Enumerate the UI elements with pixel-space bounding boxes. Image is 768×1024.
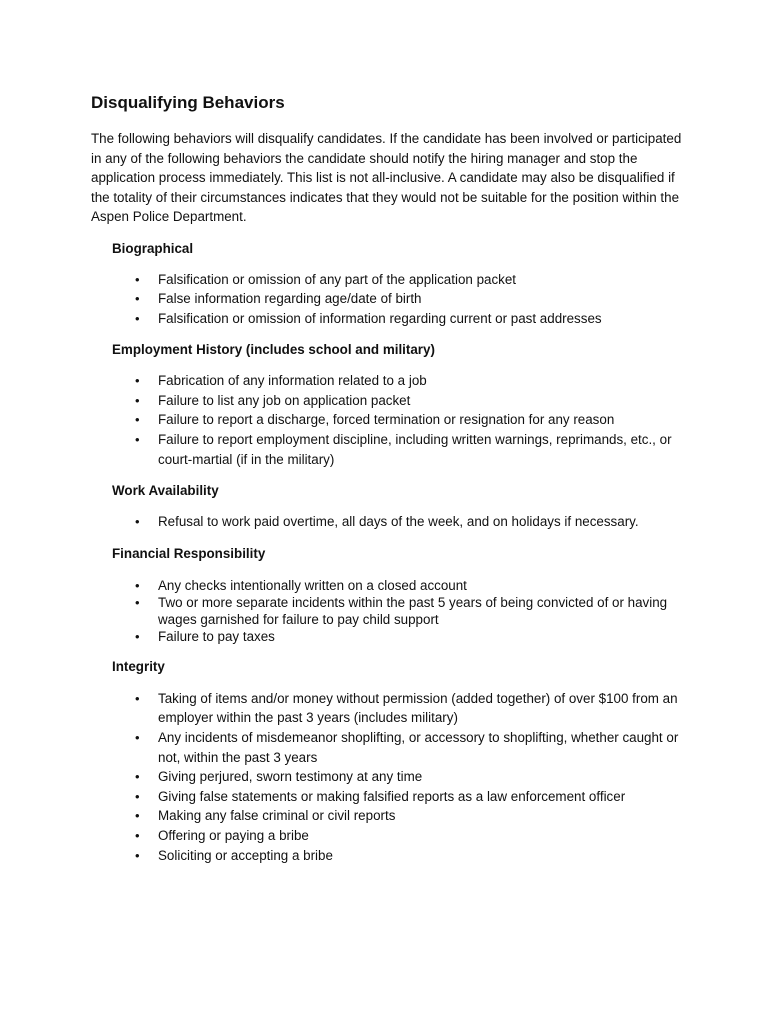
- list-item: • Fabrication of any information related to a job: [133, 371, 688, 391]
- document-title: Disqualifying Behaviors: [91, 93, 285, 112]
- section-employment-history: [112, 341, 688, 469]
- list-item: • Making any false criminal or civil reports: [133, 806, 688, 826]
- item-list: [112, 270, 688, 329]
- item-list: [112, 689, 688, 865]
- list-item: • Any incidents of misdemeanor shoplifting, or accessory to shoplifting, whether caught or not, within the past 3 years: [133, 728, 688, 767]
- section-title: Employment History (includes school and military): [112, 342, 435, 358]
- item-list: [112, 577, 688, 645]
- list-item: • Failure to report a discharge, forced termination or resignation for any reason: [133, 410, 688, 430]
- list-item: • Any checks intentionally written on a closed account: [133, 577, 688, 594]
- section-integrity: [112, 658, 688, 865]
- list-item: • Two or more separate incidents within the past 5 years of being convicted of or having wages garnished for failure to pay child support: [133, 594, 688, 628]
- section-title: Financial Responsibility: [112, 545, 266, 561]
- list-item: • Taking of items and/or money without permission (added together) of over $100 from an employer within the past 3 years (includes military): [133, 689, 688, 728]
- list-item: • Failure to list any job on application packet: [133, 391, 688, 411]
- list-item: • Soliciting or accepting a bribe: [133, 846, 688, 866]
- section-biographical: [112, 240, 688, 329]
- section-financial-responsibility: [112, 545, 688, 645]
- list-item: • Refusal to work paid overtime, all days of the week, and on holidays if necessary.: [133, 512, 688, 532]
- section-work-availability: [112, 482, 688, 532]
- list-item: • Falsification or omission of information regarding current or past addresses: [133, 309, 688, 329]
- list-item: • False information regarding age/date of birth: [133, 289, 688, 309]
- list-item: • Failure to report employment discipline, including written warnings, reprimands, etc., or court-martial (if in the military): [133, 430, 688, 469]
- section-title: Biographical: [112, 240, 194, 256]
- section-title: Integrity: [112, 658, 165, 674]
- list-item: • Failure to pay taxes: [133, 628, 688, 645]
- list-item: • Giving false statements or making falsified reports as a law enforcement officer: [133, 787, 688, 807]
- section-title: Work Availability: [112, 483, 219, 499]
- list-item: • Giving perjured, sworn testimony at any time: [133, 767, 688, 787]
- item-list: [112, 512, 688, 532]
- item-list: [112, 371, 688, 469]
- list-item: • Offering or paying a bribe: [133, 826, 688, 846]
- intro-paragraph: The following behaviors will disqualify candidates. If the candidate has been involved or participated in any of the following behaviors the candidate should notify the hiring manager and stop the application process immediately. This list is not all-inclusive. A candidate may also be disqualified if the totality of their circumstances indicates that they would not be suitable for the position within the Aspen Police Department.: [91, 131, 682, 224]
- list-item: • Falsification or omission of any part of the application packet: [133, 270, 688, 290]
